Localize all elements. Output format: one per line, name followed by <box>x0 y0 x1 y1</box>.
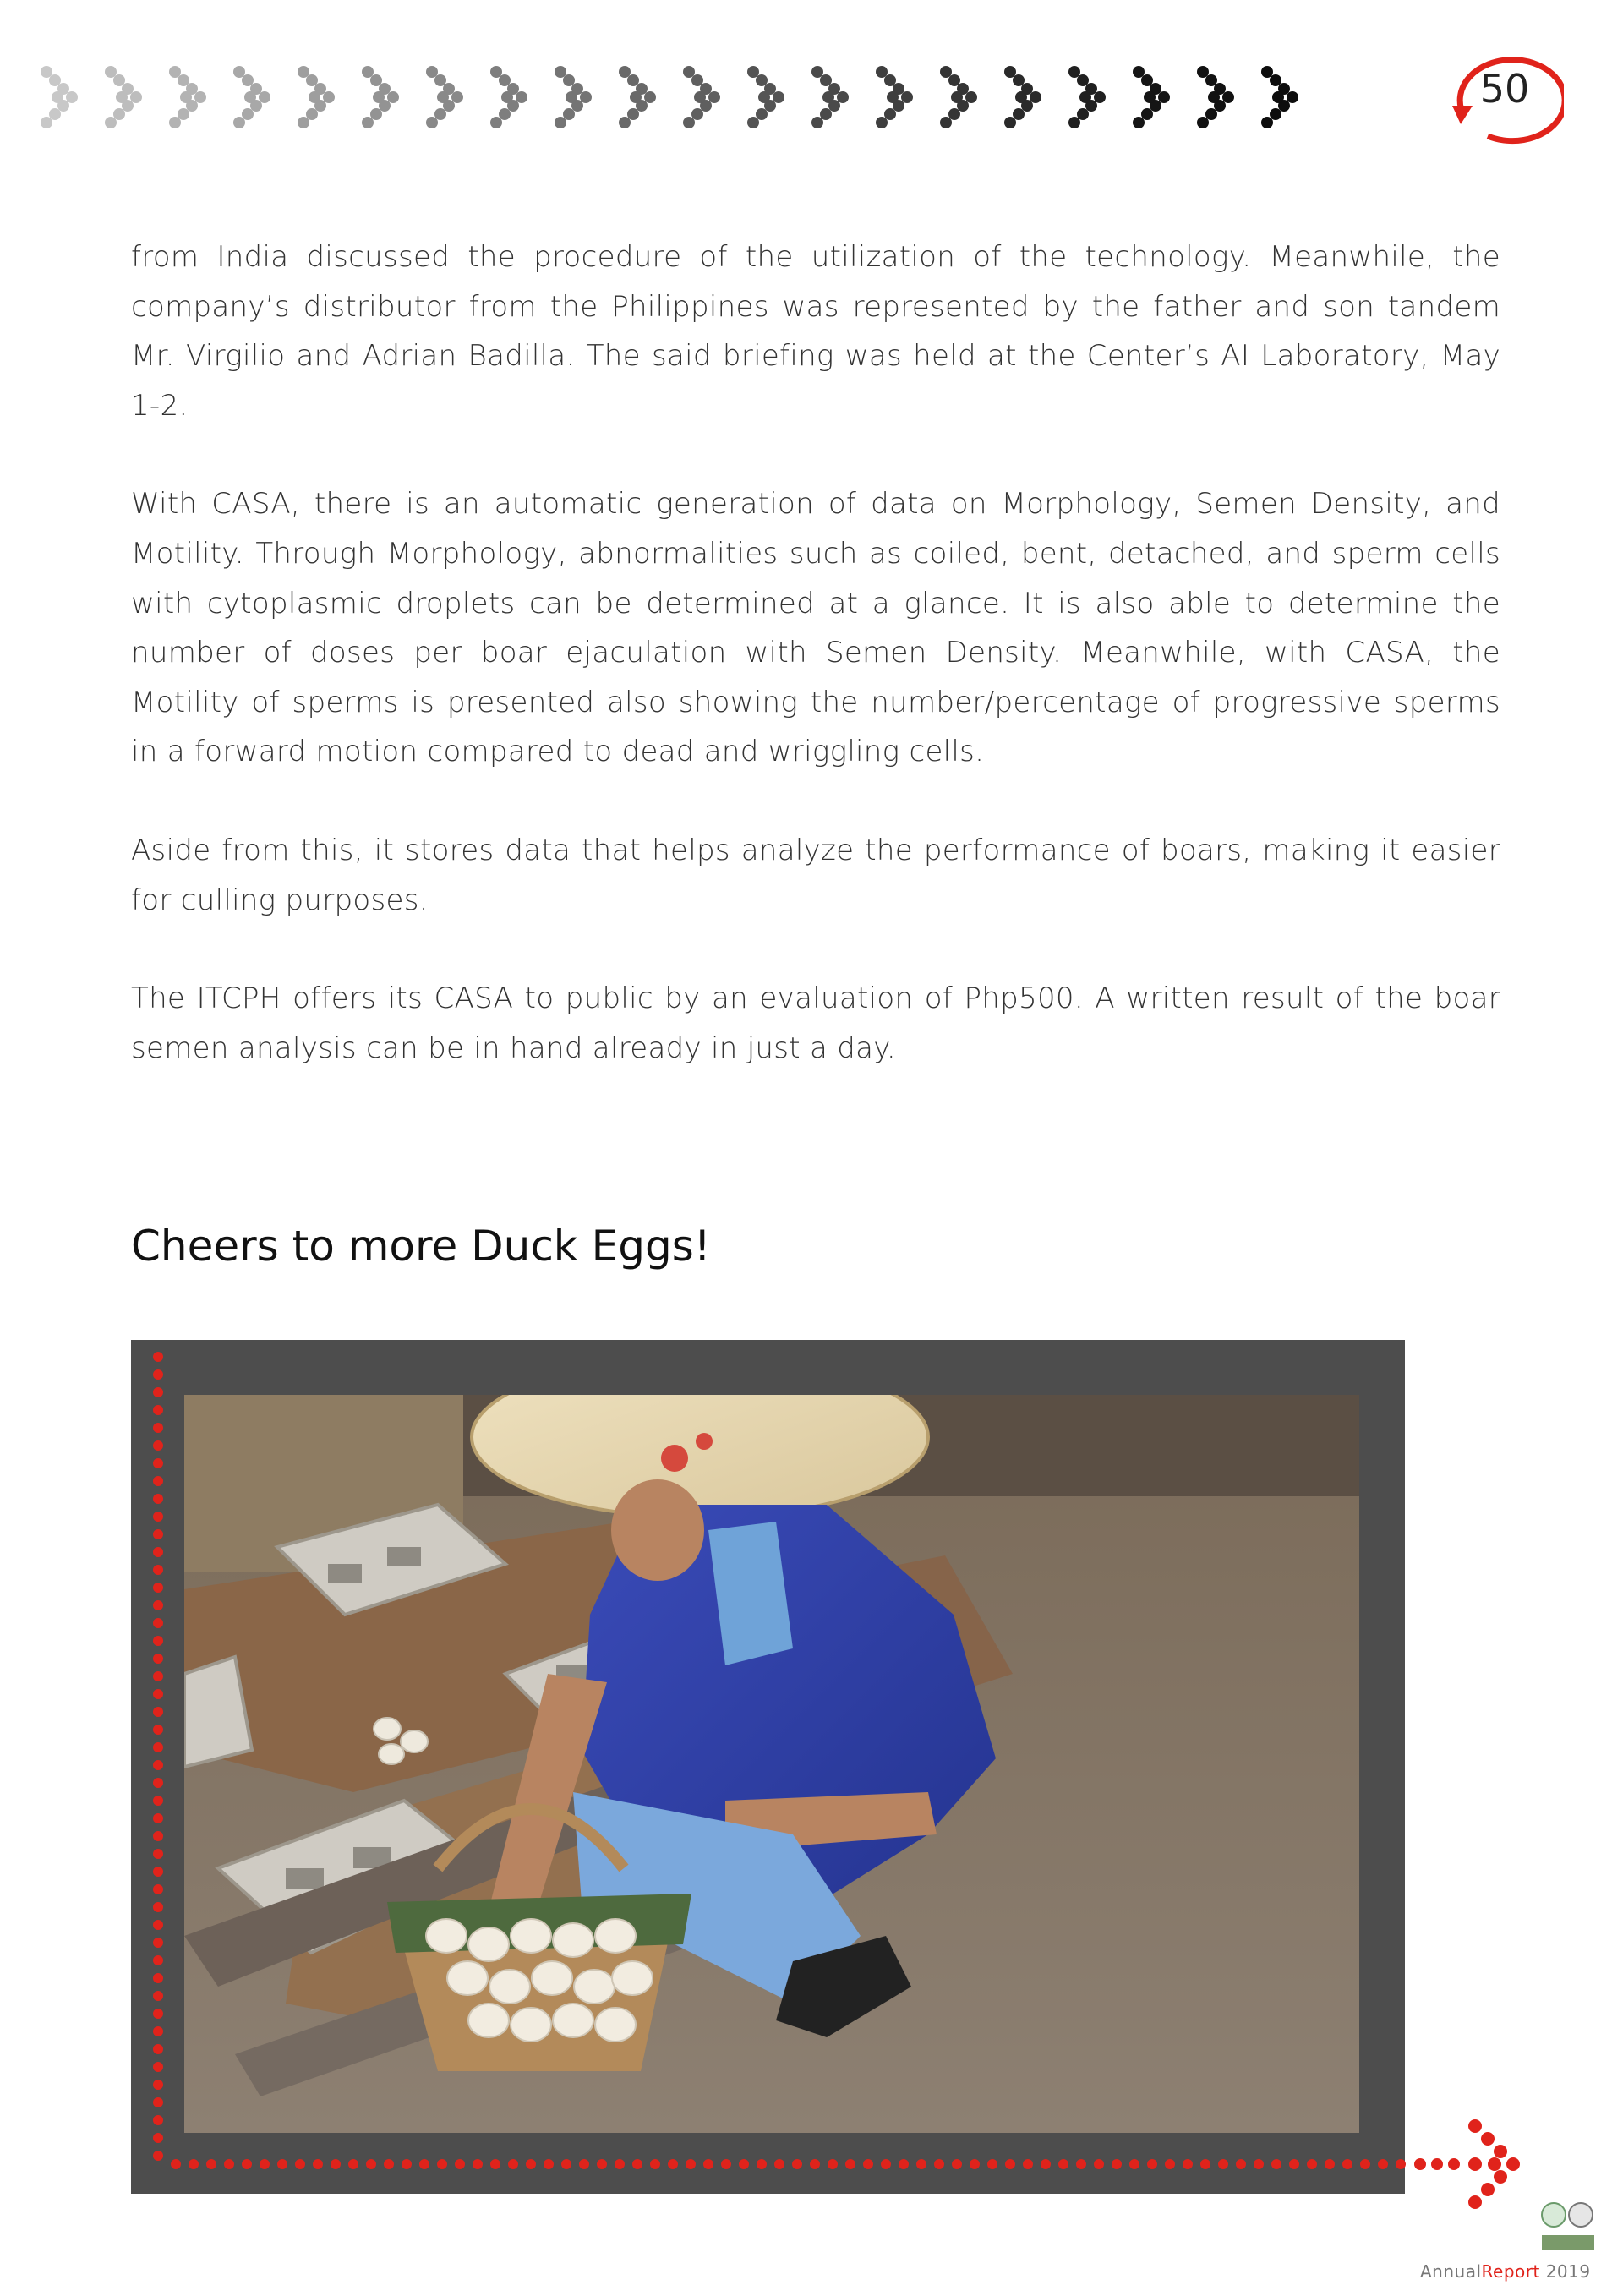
chevron-icon <box>555 66 592 128</box>
chevron-icon <box>1004 66 1041 128</box>
chevron-icon <box>1068 66 1106 128</box>
paragraph: The ITCPH offers its CASA to public by an evaluation of Php500. A written result of the boar semen analysis can be in hand already in just a day. <box>131 981 1500 1065</box>
chevron-icon <box>41 66 78 128</box>
chevron-icon <box>426 66 463 128</box>
paragraph: With CASA, there is an automatic generation of data on Morphology, Semen Density, and Motility. Through Morphology, abnormalities such as coiled, bent, detached, and sperm cells with cytoplasmic droplets can be determined at a glance. It is also able to determine the number of doses per boar ejaculation with Semen Density. Meanwhile, with CASA, the Motility of sperms is presented also showing the number/percentage of progressive sperms in a forward motion compared to dead and wriggling cells. <box>131 487 1500 769</box>
chevron-icon <box>490 66 527 128</box>
ati-itcph-logo <box>1538 2198 1598 2262</box>
section-title: Cheers to more Duck Eggs! <box>131 1222 711 1271</box>
chevron-icon <box>362 66 399 128</box>
red-dot <box>1414 2158 1426 2170</box>
chevron-icon <box>876 66 913 128</box>
chevron-icon <box>298 66 335 128</box>
red-dot <box>1448 2158 1460 2170</box>
red-dot <box>1494 2145 1507 2158</box>
duck-egg-photo <box>184 1395 1359 2133</box>
chevron-icon <box>812 66 849 128</box>
red-dot <box>1488 2157 1501 2171</box>
red-dot <box>1468 2157 1482 2171</box>
chevron-icon <box>940 66 977 128</box>
chevron-icon <box>1261 66 1298 128</box>
chevron-icon <box>683 66 720 128</box>
chevron-icon <box>1133 66 1170 128</box>
chevron-icon <box>747 66 784 128</box>
red-dot <box>1468 2195 1482 2209</box>
chevron-icon <box>233 66 270 128</box>
red-dot <box>1494 2170 1507 2184</box>
chevron-icon <box>169 66 206 128</box>
red-dot <box>1468 2119 1482 2133</box>
chevron-icon <box>619 66 656 128</box>
header-chevron-row <box>38 59 1323 135</box>
chevron-icon <box>105 66 142 128</box>
page-number: 50 <box>1479 66 1530 112</box>
red-dot <box>1506 2157 1520 2171</box>
paragraph: Aside from this, it stores data that helps analyze the performance of boars, making it easier for culling purposes. <box>131 833 1500 917</box>
red-dot <box>1481 2132 1495 2146</box>
annual-report-label: AnnualReport 2019 <box>1420 2261 1591 2282</box>
red-dot <box>1431 2158 1443 2170</box>
paragraph: from India discussed the procedure of the utilization of the technology. Meanwhile, the company’s distributor from the Philippines was represented by the father and son tandem Mr. Virgilio and Adrian Badilla. The said briefing was held at the Center’s AI Laboratory, May 1-2. <box>131 240 1500 423</box>
badge-arrow-icon <box>1452 106 1473 124</box>
red-dot <box>1481 2183 1495 2196</box>
article-body <box>131 232 1500 1122</box>
chevron-icon <box>1197 66 1234 128</box>
